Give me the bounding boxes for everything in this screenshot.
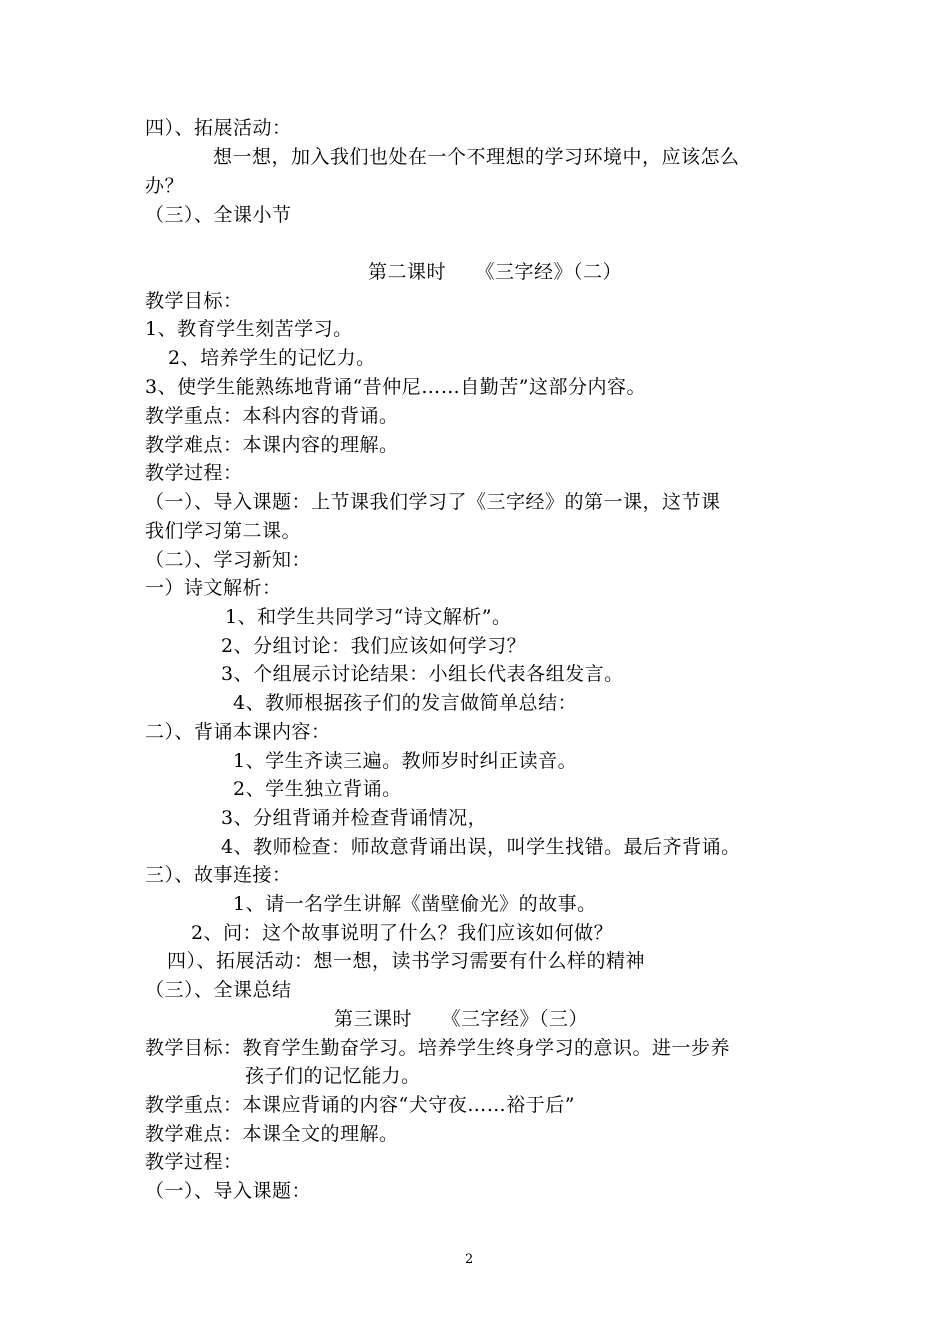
text-line: 二）、背诵本课内容：	[145, 721, 331, 743]
text-line: （三）、全课小节	[145, 204, 292, 226]
text-line: 4、教师根据孩子们的发言做简单总结：	[233, 692, 578, 714]
text-line: 孩子们的记忆能力。	[245, 1065, 421, 1087]
text-line: 教学重点：本科内容的背诵。	[145, 405, 399, 427]
text-line: 2、学生独立背诵。	[233, 778, 402, 800]
section-heading: 第二课时 《三字经》（二）	[368, 261, 623, 283]
text-line: 2、问：这个故事说明了什么？我们应该如何做？	[191, 922, 614, 944]
text-line: （二）、学习新知：	[145, 549, 312, 571]
text-line: （三）、全课总结	[145, 979, 292, 1001]
text-line: 1、和学生共同学习“诗文解析”。	[225, 606, 512, 628]
text-line: 4、教师检查：师故意背诵出误，叫学生找错。最后齐背诵。	[221, 836, 741, 858]
text-line: 3、个组展示讨论结果：小组长代表各组发言。	[221, 663, 624, 685]
text-line: 教学难点：本课内容的理解。	[145, 434, 399, 456]
text-line: 3、使学生能熟练地背诵“昔仲尼……自勤苦”这部分内容。	[145, 376, 647, 398]
text-line: 教学过程：	[145, 462, 243, 484]
text-line: 教学目标：	[145, 290, 243, 312]
text-line: 想一想，加入我们也处在一个不理想的学习环境中，应该怎么	[213, 146, 740, 168]
text-line: 3、分组背诵并检查背诵情况，	[221, 807, 488, 829]
text-line: 2、培养学生的记忆力。	[168, 347, 376, 369]
text-line: 办？	[145, 175, 185, 197]
page-number: 2	[465, 1252, 474, 1267]
text-line: 教学目标：教育学生勤奋学习。培养学生终身学习的意识。进一步养	[145, 1037, 731, 1059]
text-line: 1、请一名学生讲解《凿壁偷光》的故事。	[233, 893, 597, 915]
text-line: 教学难点：本课全文的理解。	[145, 1123, 399, 1145]
text-line: 四）、拓展活动：想一想，读书学习需要有什么样的精神	[167, 950, 646, 972]
text-line: 四）、拓展活动：	[145, 117, 292, 139]
text-line: 教学重点：本课应背诵的内容“犬守夜……裕于后”	[145, 1094, 575, 1116]
text-line: 教学过程：	[145, 1151, 243, 1173]
text-line: （一）、导入课题：上节课我们学习了《三字经》的第一课，这节课	[145, 491, 721, 513]
text-line: 1、教育学生刻苦学习。	[145, 318, 353, 340]
text-line: 1、学生齐读三遍。教师岁时纠正读音。	[233, 750, 578, 772]
text-line: （一）、导入课题：	[145, 1180, 312, 1202]
text-line: 我们学习第二课。	[145, 520, 302, 542]
text-line: 2、分组讨论：我们应该如何学习？	[221, 635, 527, 657]
text-line: 一）诗文解析：	[145, 577, 282, 599]
section-heading: 第三课时 《三字经》（三）	[334, 1008, 589, 1030]
text-line: 三）、故事连接：	[145, 864, 292, 886]
